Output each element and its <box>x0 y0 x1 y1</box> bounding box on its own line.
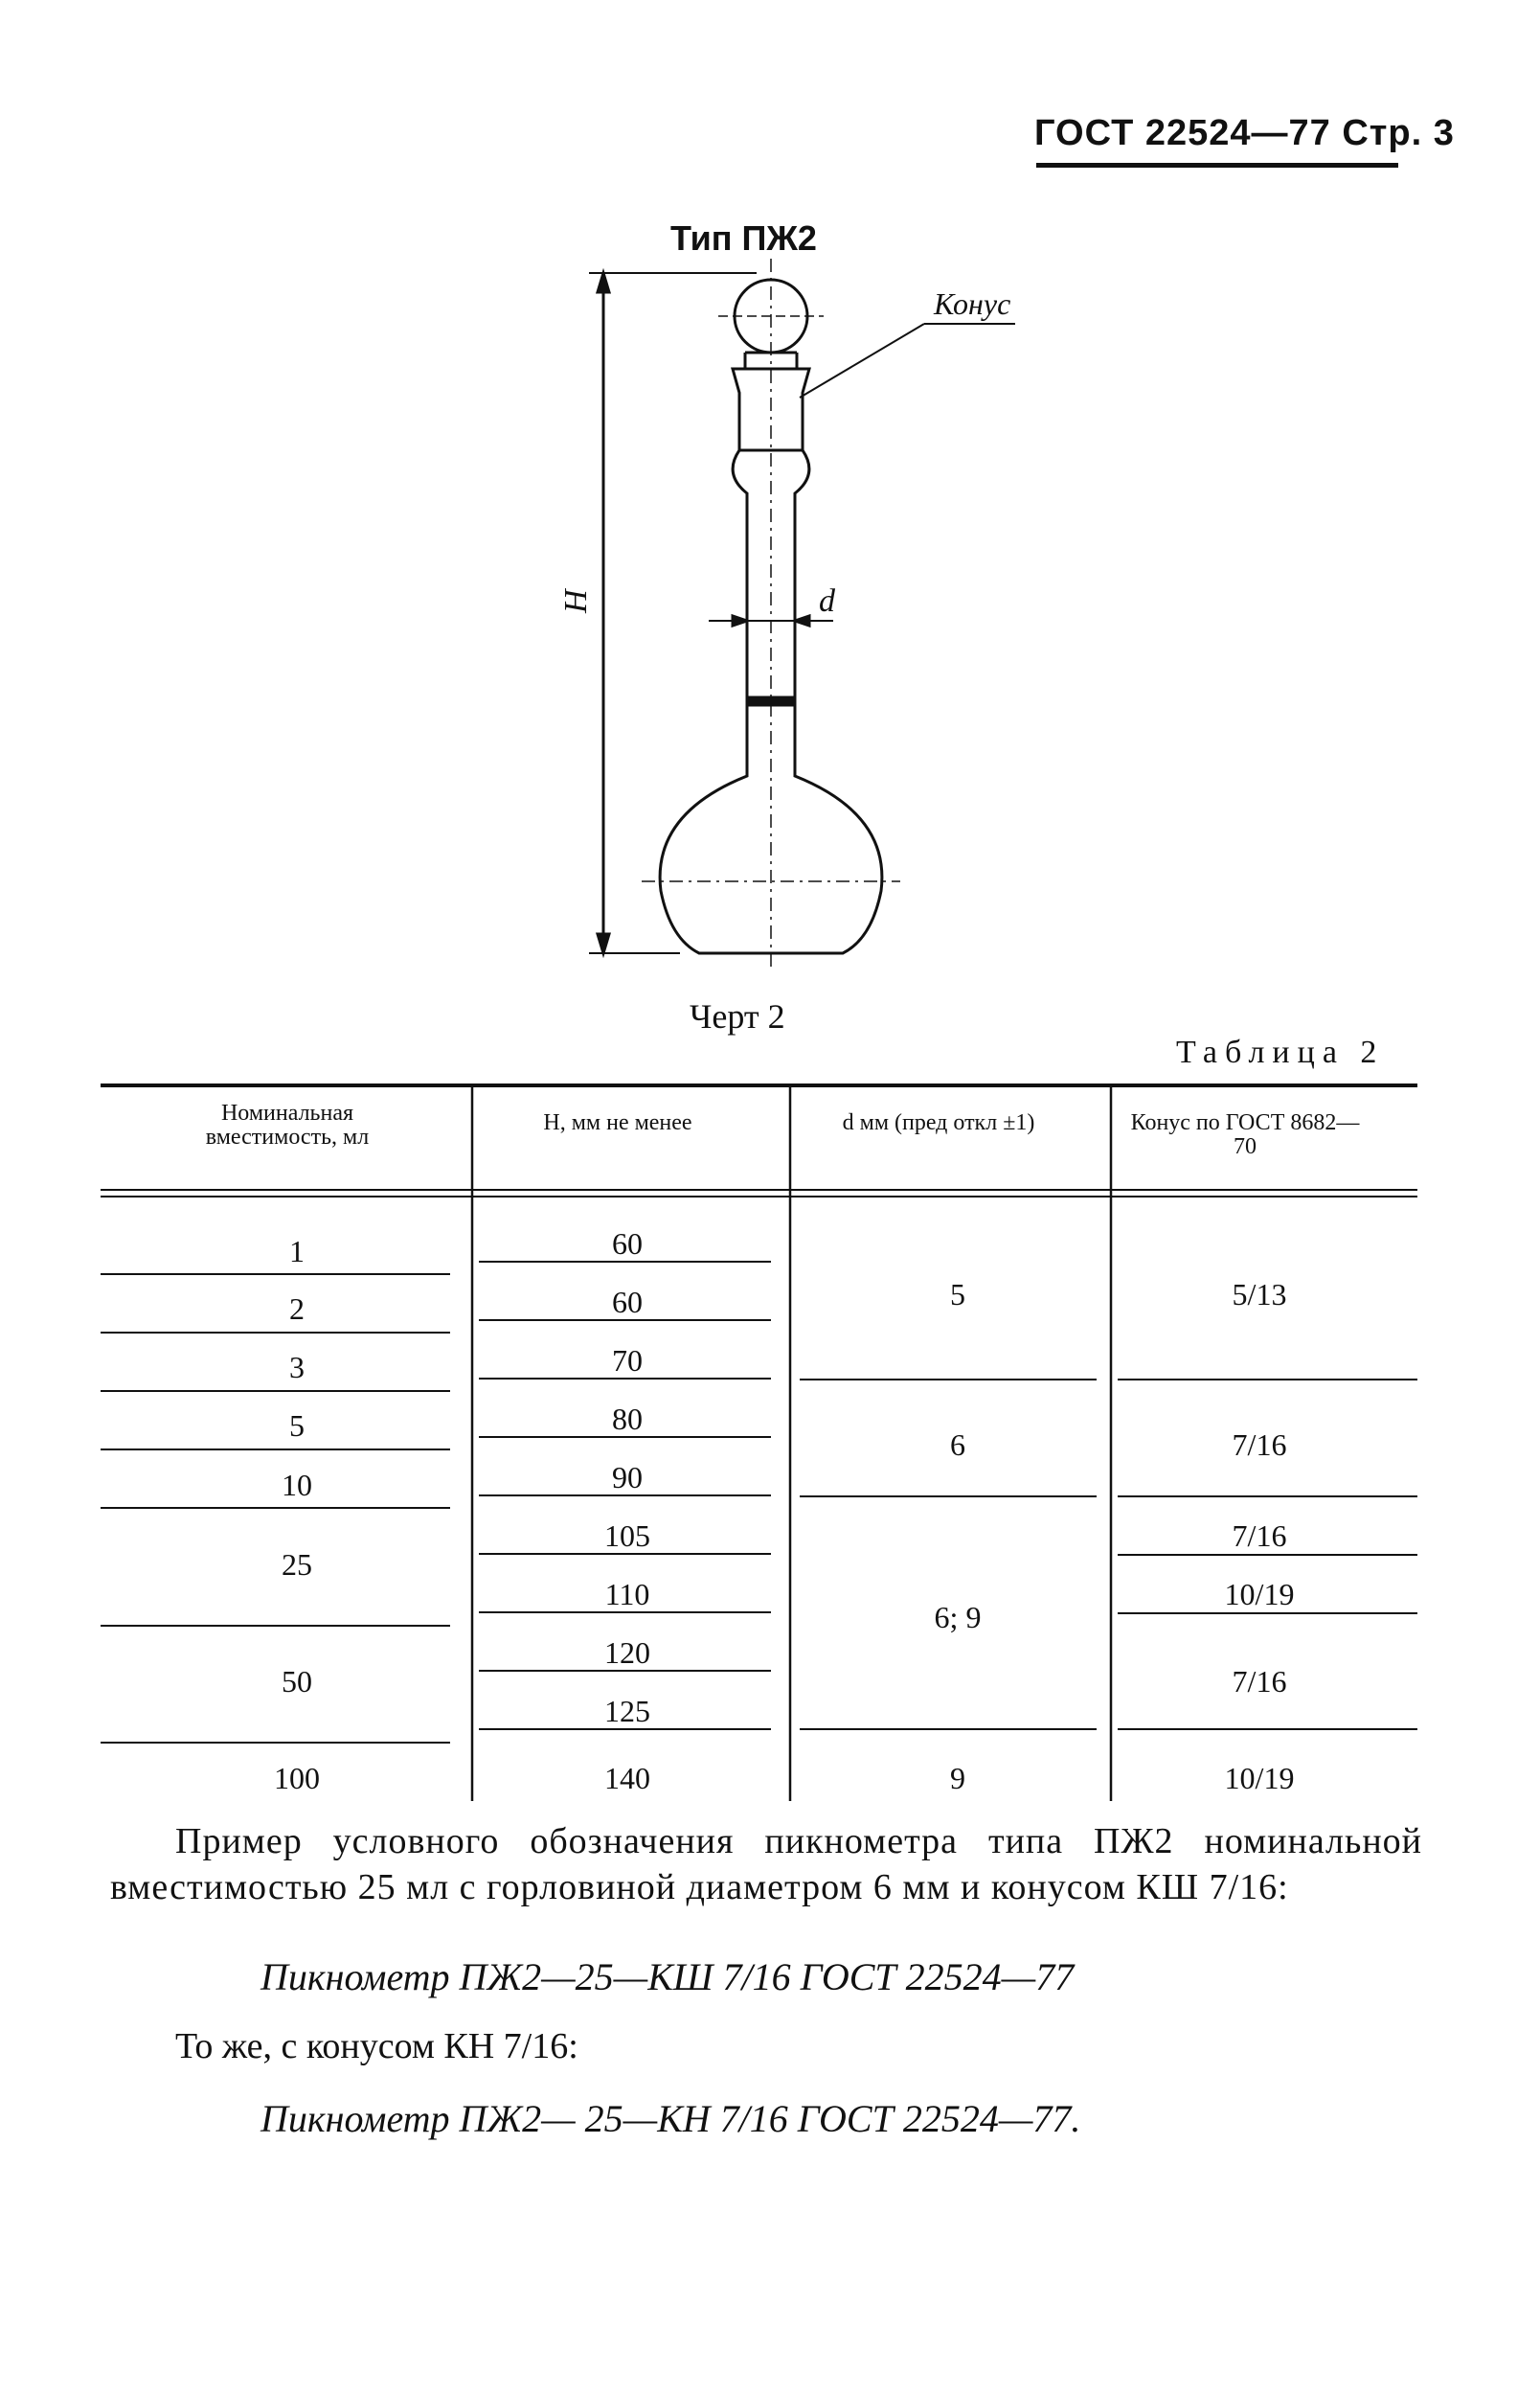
cone-cell: 5/13 <box>1232 1277 1287 1312</box>
capacity-cell: 3 <box>289 1350 305 1384</box>
label-d: d <box>819 583 835 619</box>
header-cone: Конус по ГОСТ 8682—70 <box>1130 1110 1360 1159</box>
cone-cell: 7/16 <box>1232 1664 1287 1699</box>
height-cell: 140 <box>604 1761 650 1795</box>
page-header: ГОСТ 22524—77 Стр. 3 <box>1034 113 1455 153</box>
cone-leader <box>800 324 924 398</box>
height-cell: 70 <box>612 1343 643 1378</box>
capacity-cell: 50 <box>282 1664 312 1699</box>
header-rule <box>1036 163 1398 168</box>
figure-type-title: Тип ПЖ2 <box>670 218 817 258</box>
height-cell: 120 <box>604 1635 650 1670</box>
header-capacity: Номинальная вместимость, мл <box>205 1101 370 1150</box>
label-cone: Конус <box>934 286 1011 321</box>
diameter-cell: 6; 9 <box>934 1600 982 1634</box>
cone-cell: 7/16 <box>1232 1427 1287 1462</box>
diameter-cell: 6 <box>950 1427 965 1462</box>
figure-caption: Черт 2 <box>690 997 785 1036</box>
height-cell: 110 <box>604 1577 650 1611</box>
cone-cell: 7/16 <box>1232 1518 1287 1553</box>
designation-example-1: Пикнометр ПЖ2—25—КШ 7/16 ГОСТ 22524—77 <box>260 1955 1075 1998</box>
height-cell: 105 <box>604 1518 650 1553</box>
paragraph-example: Пример условного обозначения пикнометра типа ПЖ2 номинальной вместимостью 25 мл с горловиной диаметром 6 мм и конусом КШ 7/16: <box>110 1821 1422 1907</box>
diameter-cell: 9 <box>950 1761 965 1795</box>
header-height: H, мм не менее <box>543 1110 692 1135</box>
cone-cell: 10/19 <box>1224 1577 1295 1611</box>
capacity-cell: 25 <box>282 1547 312 1582</box>
pycnometer-drawing <box>546 259 1044 968</box>
arrow-bottom <box>598 934 609 953</box>
capacity-cell: 2 <box>289 1291 305 1326</box>
height-cell: 125 <box>604 1694 650 1728</box>
cone-cell: 10/19 <box>1224 1761 1295 1795</box>
label-H: H <box>558 589 594 613</box>
height-cell: 60 <box>612 1285 643 1319</box>
height-cell: 90 <box>612 1460 643 1494</box>
table-label: Таблица 2 <box>1176 1035 1385 1070</box>
capacity-cell: 10 <box>282 1468 312 1502</box>
height-cell: 80 <box>612 1402 643 1436</box>
diameter-cell: 5 <box>950 1277 965 1312</box>
capacity-cell: 100 <box>274 1761 320 1795</box>
designation-example-2: Пикнометр ПЖ2— 25—КН 7/16 ГОСТ 22524—77. <box>260 2097 1081 2140</box>
capacity-cell: 1 <box>289 1234 305 1268</box>
paragraph-same: То же, с конусом КН 7/16: <box>175 2026 578 2066</box>
capacity-cell: 5 <box>289 1408 305 1443</box>
height-cell: 60 <box>612 1226 643 1261</box>
arrow-top <box>598 273 609 292</box>
header-diameter: d мм (пред откл ±1) <box>842 1110 1035 1135</box>
